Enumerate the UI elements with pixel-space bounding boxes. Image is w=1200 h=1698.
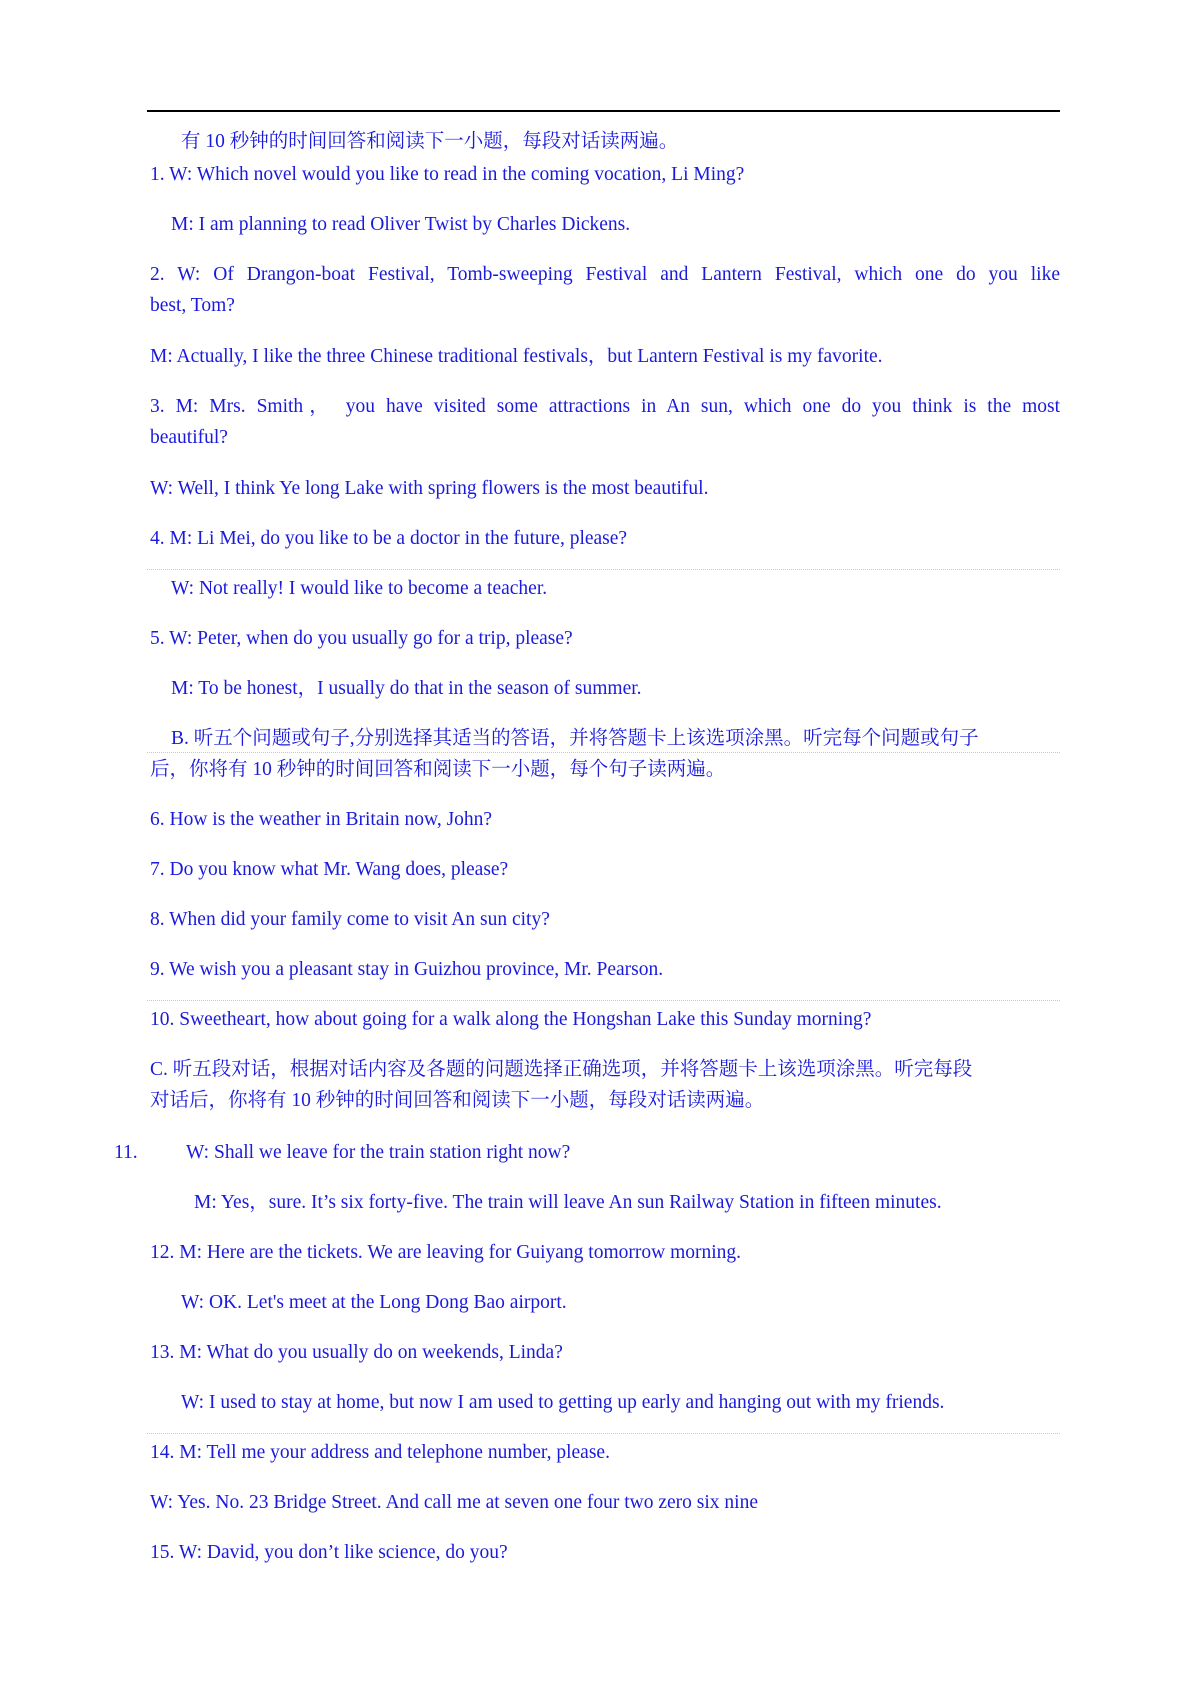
q2-question-line2: best, Tom? — [150, 295, 235, 316]
q5-question: 5. W: Peter, when do you usually go for a trip, please? — [150, 628, 573, 649]
q12-question: 12. M: Here are the tickets. We are leaving for Guiyang tomorrow morning. — [150, 1242, 742, 1263]
q3-question-line1: 3. M: Mrs. Smith， you have visited some attractions in An sun, which one do you think is the most — [150, 396, 1060, 417]
q11-question: W: Shall we leave for the train station right now? — [186, 1142, 571, 1163]
q9-item: 9. We wish you a pleasant stay in Guizhou province, Mr. Pearson. — [150, 959, 664, 980]
q1-answer: M: I am planning to read Oliver Twist by Charles Dickens. — [171, 214, 631, 235]
q4-question: 4. M: Li Mei, do you like to be a doctor in the future, please? — [150, 528, 628, 549]
q11-number: 11. — [114, 1142, 138, 1163]
part-b-instruction-line2: 后，你将有 10 秒钟的时间回答和阅读下一小题，每个句子读两遍。 — [150, 759, 726, 780]
q13-question: 13. M: What do you usually do on weekends, Linda? — [150, 1342, 563, 1363]
dotted-separator — [147, 569, 1060, 570]
q10-item: 10. Sweetheart, how about going for a walk along the Hongshan Lake this Sunday morning? — [150, 1009, 872, 1030]
q14-answer: W: Yes. No. 23 Bridge Street. And call me at seven one four two zero six nine — [150, 1492, 758, 1513]
q3-answer: W: Well, I think Ye long Lake with spring flowers is the most beautiful. — [150, 478, 709, 499]
q12-answer: W: OK. Let's meet at the Long Dong Bao airport. — [181, 1292, 567, 1313]
q7-item: 7. Do you know what Mr. Wang does, please? — [150, 859, 509, 880]
header-rule — [147, 110, 1060, 112]
dotted-separator — [147, 1000, 1060, 1001]
q1-question: 1. W: Which novel would you like to read in the coming vocation, Li Ming? — [150, 164, 745, 185]
q15-question: 15. W: David, you don’t like science, do you? — [150, 1542, 508, 1563]
q3-question-line2: beautiful? — [150, 427, 228, 448]
q4-answer: W: Not really! I would like to become a teacher. — [171, 578, 548, 599]
q8-item: 8. When did your family come to visit An sun city? — [150, 909, 550, 930]
q5-answer: M: To be honest，I usually do that in the season of summer. — [171, 678, 642, 699]
q2-answer: M: Actually, I like the three Chinese traditional festivals，but Lantern Festival is my favorite. — [150, 346, 883, 367]
q14-question: 14. M: Tell me your address and telephone number, please. — [150, 1442, 610, 1463]
part-c-instruction-line2: 对话后，你将有 10 秒钟的时间回答和阅读下一小题，每段对话读两遍。 — [150, 1090, 765, 1111]
q6-item: 6. How is the weather in Britain now, John? — [150, 809, 493, 830]
part-c-instruction-line1: C. 听五段对话，根据对话内容及各题的问题选择正确选项，并将答题卡上该选项涂黑。听完每段 — [150, 1059, 973, 1080]
q13-answer: W: I used to stay at home, but now I am used to getting up early and hanging out with my friends. — [181, 1392, 945, 1413]
q2-question-line1: 2. W: Of Drangon-boat Festival, Tomb-sweeping Festival and Lantern Festival, which one do you like — [150, 264, 1060, 285]
dotted-separator — [147, 1433, 1060, 1434]
part-a-instruction-tail: 有 10 秒钟的时间回答和阅读下一小题，每段对话读两遍。 — [181, 131, 679, 152]
part-b-instruction-line1: B. 听五个问题或句子,分别选择其适当的答语，并将答题卡上该选项涂黑。听完每个问题或句子 — [171, 728, 979, 749]
dotted-separator — [147, 752, 1060, 753]
q11-answer: M: Yes，sure. It’s six forty-five. The train will leave An sun Railway Station in fifteen minutes. — [194, 1192, 942, 1213]
